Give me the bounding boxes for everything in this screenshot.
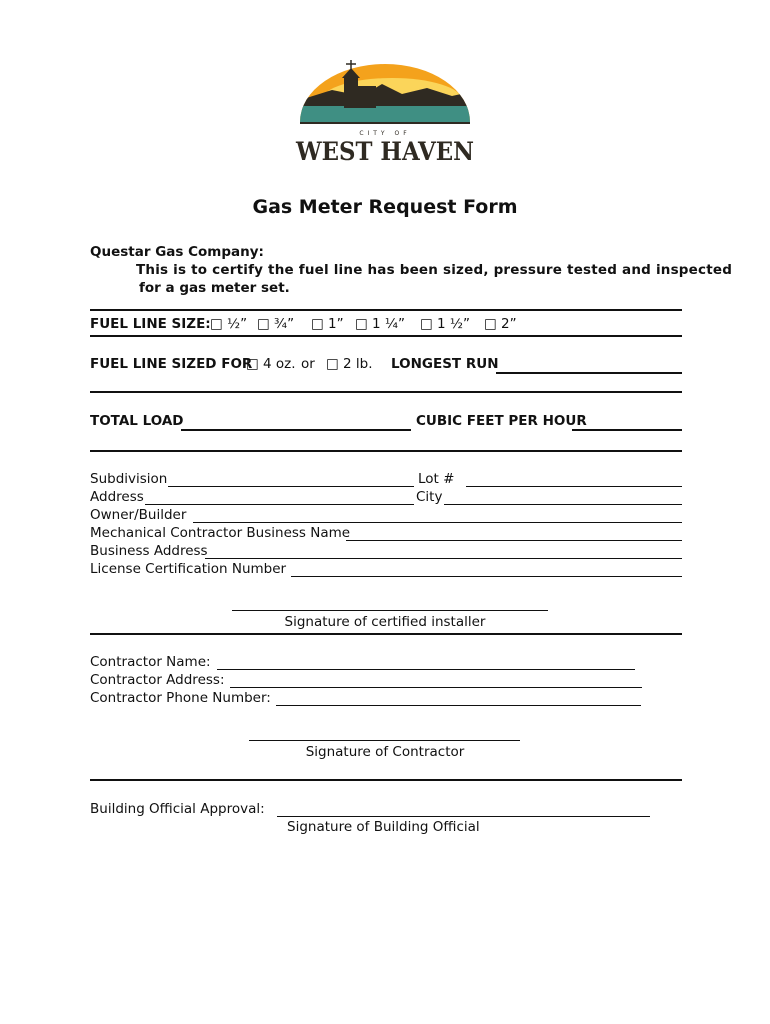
logo-city-of-text: CITY OF [359, 130, 411, 137]
contractor-address-input[interactable] [230, 687, 642, 688]
or-text: or [301, 356, 315, 372]
owner-builder-label: Owner/Builder [90, 507, 187, 523]
business-address-label: Business Address [90, 543, 208, 559]
fuel-size-option-half[interactable]: □ ½” [210, 316, 248, 332]
contractor-name-label: Contractor Name: [90, 654, 211, 670]
contractor-signature-line[interactable] [249, 740, 520, 741]
address-label: Address [90, 489, 144, 505]
certify-text-line2: for a gas meter set. [139, 280, 290, 296]
total-load-label: TOTAL LOAD [90, 413, 184, 429]
fuel-size-option-2[interactable]: □ 2” [484, 316, 517, 332]
building-official-signature-input[interactable] [277, 816, 650, 817]
longest-run-input[interactable] [496, 372, 682, 374]
west-haven-logo [292, 60, 478, 164]
sized-for-2lb-option[interactable]: □ 2 lb. [326, 356, 373, 372]
lot-input[interactable] [466, 486, 682, 487]
page-title: Gas Meter Request Form [252, 196, 518, 218]
divider [90, 309, 682, 311]
contractor-address-label: Contractor Address: [90, 672, 225, 688]
fuel-size-option-three-quarter[interactable]: □ ¾” [257, 316, 295, 332]
subdivision-input[interactable] [168, 486, 414, 487]
total-load-input[interactable] [181, 429, 411, 431]
mech-contractor-input[interactable] [346, 540, 682, 541]
installer-signature-label: Signature of certified installer [284, 614, 486, 630]
fuel-line-size-label: FUEL LINE SIZE: [90, 316, 211, 332]
fuel-line-sized-for-label: FUEL LINE SIZED FOR [90, 356, 253, 372]
addressee: Questar Gas Company: [90, 244, 264, 260]
cubic-feet-per-hour-label: CUBIC FEET PER HOUR [416, 413, 587, 429]
license-label: License Certification Number [90, 561, 287, 577]
business-address-input[interactable] [205, 558, 682, 559]
license-input[interactable] [291, 576, 682, 577]
divider [90, 779, 682, 781]
building-official-approval-label: Building Official Approval: [90, 801, 265, 817]
building-official-signature-label: Signature of Building Official [287, 819, 480, 835]
mech-contractor-label: Mechanical Contractor Business Name [90, 525, 351, 541]
contractor-signature-label: Signature of Contractor [305, 744, 465, 760]
contractor-phone-input[interactable] [276, 705, 641, 706]
address-input[interactable] [145, 504, 414, 505]
sized-for-4oz-option[interactable]: □ 4 oz. [246, 356, 296, 372]
longest-run-label: LONGEST RUN [391, 356, 499, 372]
cubic-feet-input[interactable] [572, 429, 682, 431]
fuel-size-option-1[interactable]: □ 1” [311, 316, 344, 332]
installer-signature-line[interactable] [232, 610, 548, 611]
west-haven-emblem [292, 60, 478, 164]
contractor-phone-label: Contractor Phone Number: [90, 690, 271, 706]
owner-builder-input[interactable] [193, 522, 682, 523]
divider [90, 450, 682, 452]
city-input[interactable] [444, 504, 682, 505]
divider [90, 335, 682, 337]
city-label: City [416, 489, 443, 505]
divider [90, 391, 682, 393]
certify-text-line1: This is to certify the fuel line has been sized, pressure tested and inspected [136, 262, 733, 278]
fuel-size-option-1-half[interactable]: □ 1 ½” [420, 316, 471, 332]
divider [90, 633, 682, 635]
fuel-size-option-1-quarter[interactable]: □ 1 ¼” [355, 316, 406, 332]
contractor-name-input[interactable] [217, 669, 635, 670]
subdivision-label: Subdivision [90, 471, 168, 487]
lot-label: Lot # [418, 471, 455, 487]
logo-name-text: WEST HAVEN [295, 137, 474, 164]
